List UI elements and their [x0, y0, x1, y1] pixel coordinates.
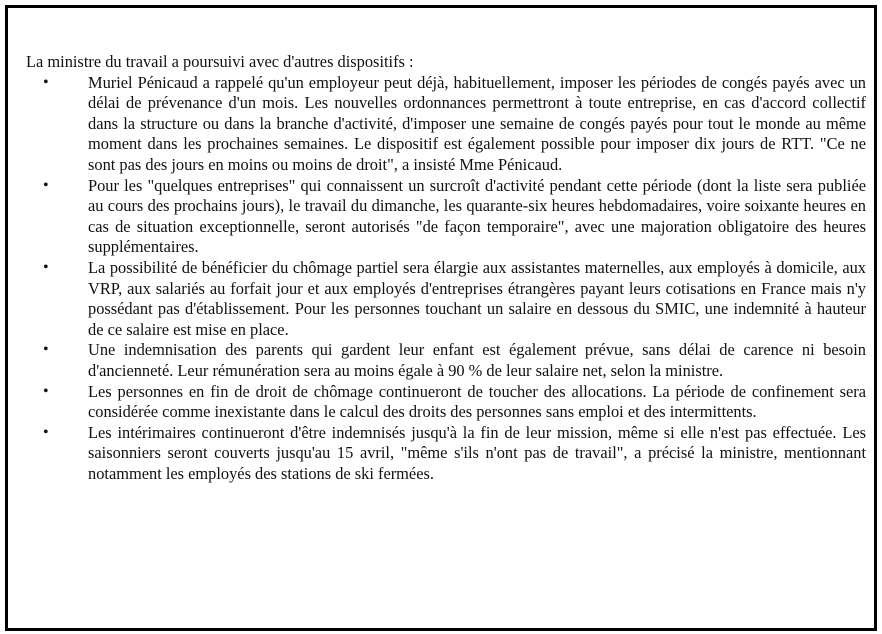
intro-paragraph: La ministre du travail a poursuivi avec d'autres dispositifs : — [26, 52, 414, 71]
list-item — [26, 258, 866, 340]
measures-list — [26, 73, 866, 485]
list-item — [26, 73, 866, 176]
list-item-text: La possibilité de bénéficier du chômage partiel sera élargie aux assistantes maternelles, aux employés à domicile, aux VRP, aux salariés au forfait jour et aux employés d'entreprises étrangères payant leurs cotisations en France mais n'y possédant pas d'établissement. Pour les personnes touchant un salaire en dessous du SMIC, une indemnité à hauteur de ce salaire est mise en place. — [88, 257, 866, 339]
list-item — [26, 423, 866, 485]
document-body — [26, 52, 866, 484]
document-frame — [5, 5, 877, 631]
list-item — [26, 176, 866, 258]
list-item — [26, 382, 866, 423]
list-item-text: Pour les "quelques entreprises" qui connaissent un surcroît d'activité pendant cette période (dont la liste sera publiée au cours des prochains jours), le travail du dimanche, les quarante-six heures hebdomadaires, voire soixante heures en cas de situation exceptionnelle, seront autorisés "de façon temporaire", avec une majoration obligatoire des heures supplémentaires. — [88, 175, 866, 257]
list-item-text: Les personnes en fin de droit de chômage continueront de toucher des allocations. La période de confinement sera considérée comme inexistante dans le calcul des droits des personnes sans emploi et des intermittents. — [88, 381, 866, 422]
bullet-icon: • — [43, 73, 49, 91]
bullet-icon: • — [43, 341, 49, 359]
list-item-text: Une indemnisation des parents qui gardent leur enfant est également prévue, sans délai de carence ni besoin d'ancienneté. Leur rémunération sera au moins égale à 90 % de leur salaire net, selon la ministre. — [88, 340, 866, 380]
bullet-icon: • — [43, 176, 49, 194]
list-item-text: Les intérimaires continueront d'être indemnisés jusqu'à la fin de leur mission, même si elle n'est pas effectuée. Les saisonniers seront couverts jusqu'au 15 avril, "même s'ils n'ont pas de travail", a précisé la ministre, mentionnant notamment les employés des stations de ski fermées. — [88, 422, 866, 483]
list-item-text: Muriel Pénicaud a rappelé qu'un employeur peut déjà, habituellement, imposer les périodes de congés payés avec un délai de prévenance d'un mois. Les nouvelles ordonnances permettront à toute entreprise, en cas d'accord collectif dans la structure ou dans la branche d'activité, d'imposer une semaine de congés payés pour tout le monde au même moment dans les prochaines semaines. Le dispositif est également possible pour imposer dix jours de RTT. "Ce ne sont pas des jours en moins ou moins de droit", a insisté Mme Pénicaud. — [88, 72, 866, 174]
list-item — [26, 340, 866, 381]
bullet-icon: • — [43, 423, 49, 441]
bullet-icon: • — [43, 258, 49, 276]
bullet-icon: • — [43, 382, 49, 400]
